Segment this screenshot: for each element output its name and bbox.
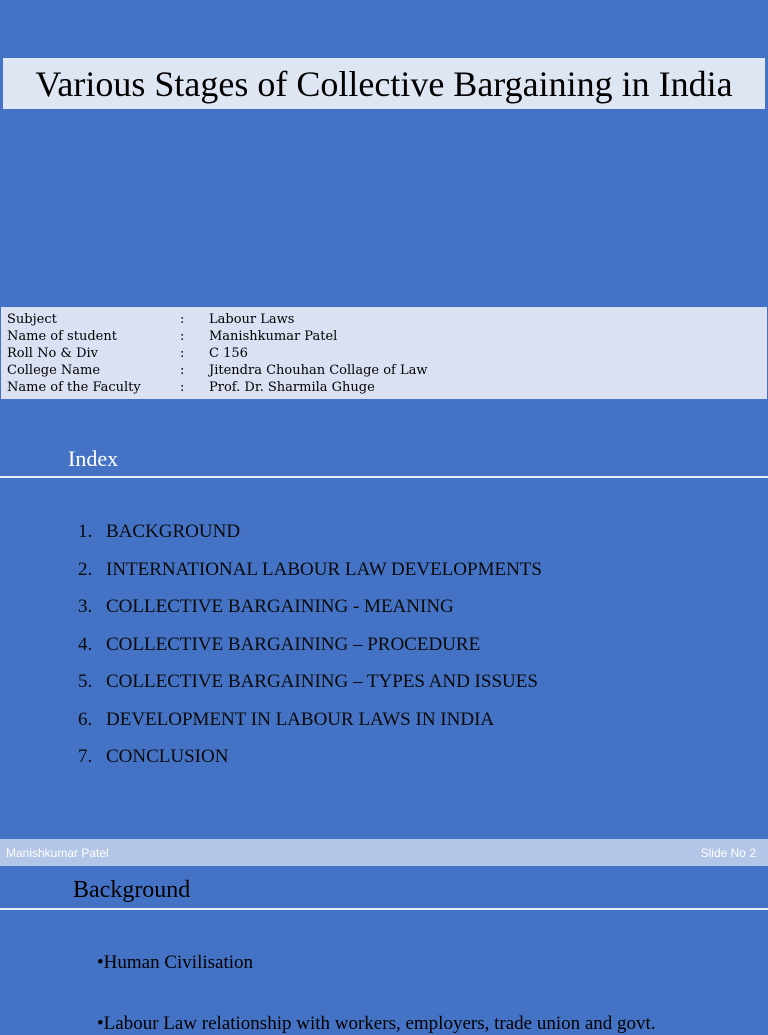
index-number: 5. — [78, 671, 93, 692]
info-label: Subject — [7, 312, 57, 327]
index-text: CONCLUSION — [106, 746, 229, 767]
index-number: 7. — [78, 746, 93, 767]
divider — [0, 476, 768, 478]
info-label: Roll No & Div — [7, 346, 99, 361]
index-item — [78, 595, 542, 633]
index-text: INTERNATIONAL LABOUR LAW DEVELOPMENTS — [106, 558, 542, 580]
index-heading: Index — [68, 446, 119, 471]
index-number: 3. — [78, 596, 93, 617]
slide-title: Various Stages of Collective Bargaining in India — [35, 63, 733, 104]
title-bar — [3, 58, 765, 109]
index-item — [78, 520, 542, 558]
footer-slide-number: Slide No 2 — [700, 846, 756, 860]
info-label: Name of student — [7, 329, 117, 344]
divider — [0, 908, 768, 910]
index-item — [78, 708, 542, 746]
background-heading: Background — [73, 877, 191, 903]
index-number: 1. — [78, 521, 93, 542]
info-label: College Name — [7, 363, 101, 378]
index-item — [78, 670, 542, 708]
index-number: 2. — [78, 558, 93, 580]
info-value: Jitendra Chouhan Collage of Law — [209, 363, 428, 378]
background-item: •Labour Law relationship with workers, employers, trade union and govt. — [97, 1013, 656, 1034]
info-value: Labour Laws — [209, 312, 295, 327]
footer-author: Manishkumar Patel — [6, 846, 109, 860]
index-item — [78, 633, 542, 671]
slide-footer — [0, 839, 768, 866]
index-text: COLLECTIVE BARGAINING – TYPES AND ISSUES — [106, 671, 538, 692]
index-text: COLLECTIVE BARGAINING – PROCEDURE — [106, 633, 481, 655]
info-value: C 156 — [209, 346, 248, 361]
index-number: 4. — [78, 633, 93, 655]
info-row — [1, 345, 767, 362]
index-number: 6. — [78, 708, 93, 730]
info-row — [1, 379, 767, 396]
info-label: Name of the Faculty — [7, 380, 141, 395]
index-text: DEVELOPMENT IN LABOUR LAWS IN INDIA — [106, 708, 495, 730]
index-item — [78, 745, 542, 783]
info-separator: : — [180, 363, 185, 378]
index-item — [78, 558, 542, 596]
info-row — [1, 311, 767, 328]
background-item: •Human Civilisation — [97, 952, 254, 973]
info-separator: : — [180, 346, 185, 361]
index-text: BACKGROUND — [106, 521, 241, 542]
info-row — [1, 328, 767, 345]
info-separator: : — [180, 380, 185, 395]
info-row — [1, 362, 767, 379]
info-value: Manishkumar Patel — [209, 329, 338, 344]
info-separator: : — [180, 329, 185, 344]
index-list — [78, 520, 542, 783]
info-value: Prof. Dr. Sharmila Ghuge — [209, 380, 375, 395]
index-text: COLLECTIVE BARGAINING - MEANING — [106, 596, 454, 617]
info-table — [1, 307, 767, 399]
info-separator: : — [180, 312, 185, 327]
